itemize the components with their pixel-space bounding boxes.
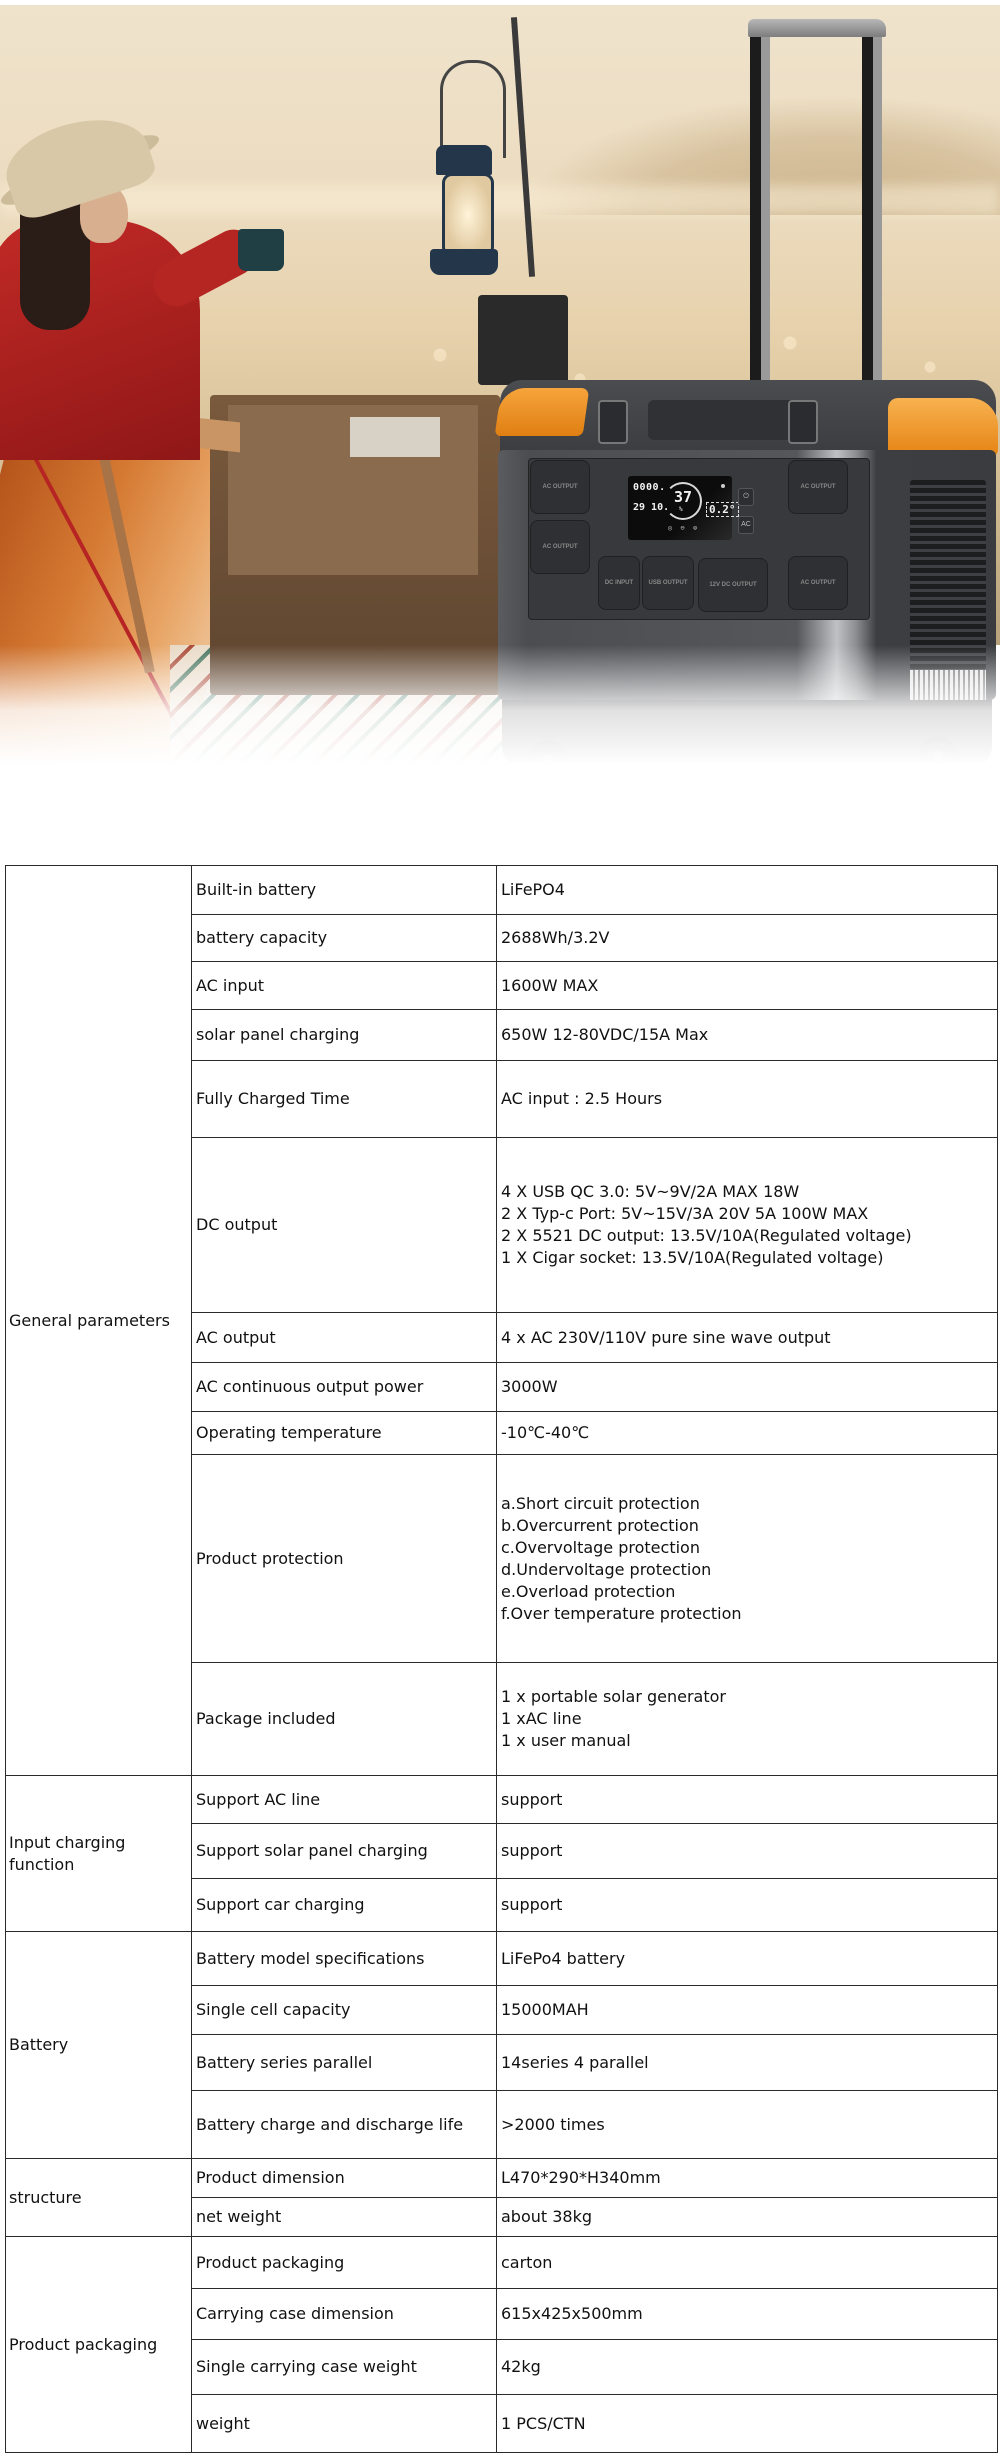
group-label: General parameters [6, 866, 192, 1776]
chair-label-patch [350, 417, 440, 457]
spec-label: Single cell capacity [192, 1986, 497, 2035]
spec-value-line: b.Overcurrent protection [501, 1515, 699, 1535]
spec-value [497, 2159, 998, 2198]
spec-value-line: LiFePo4 battery [501, 1948, 626, 1968]
spec-value-line: 15000MAH [501, 2000, 589, 2019]
spec-value [497, 1879, 998, 1932]
spec-value-line: 14series 4 parallel [501, 2052, 649, 2072]
spec-value-line: c.Overvoltage protection [501, 1537, 700, 1557]
spec-value-line: 2 X Typ-c Port: 5V~15V/3A 20V 5A 100W MAX [501, 1204, 869, 1223]
speaker-box [478, 295, 568, 385]
spec-value-line: 4 X USB QC 3.0: 5V~9V/2A MAX 18W [501, 1182, 800, 1201]
percent-sign: % [679, 506, 683, 513]
spec-value-line: 2 X 5521 DC output: 13.5V/10A(Regulated voltage) [501, 1226, 912, 1245]
spec-value [497, 1986, 998, 2035]
spec-value [497, 2198, 998, 2237]
spec-label: battery capacity [192, 915, 497, 962]
lid-handle [648, 400, 808, 440]
spec-label: Support car charging [192, 1879, 497, 1932]
table-row [6, 2237, 998, 2289]
spec-label: Support solar panel charging [192, 1824, 497, 1879]
spec-value-line: 1 X Cigar socket: 13.5V/10A(Regulated voltage) [501, 1248, 884, 1267]
spec-label: DC output [192, 1138, 497, 1313]
ac-outlet-cover: AC OUTPUT [788, 460, 848, 514]
wheel-icon [918, 736, 958, 776]
spec-label: Fully Charged Time [192, 1061, 497, 1138]
spec-value-line: 42kg [501, 2357, 541, 2376]
spec-value-line: support [501, 1789, 563, 1809]
lcd-temperature: 0.2° [706, 502, 739, 517]
spec-label: Product dimension [192, 2159, 497, 2198]
spec-value-line: a.Short circuit protection [501, 1493, 700, 1513]
orange-carry-handle-right [888, 398, 998, 456]
spec-value-line: 1 x portable solar generator [501, 1687, 726, 1706]
spec-value-line: e.Overload protection [501, 1581, 676, 1601]
spec-value-line: 3000W [501, 1377, 558, 1396]
lcd-output-watts: 0000. [633, 482, 666, 493]
ac-button: AC [738, 516, 754, 534]
spec-label: solar panel charging [192, 1010, 497, 1061]
spec-value [497, 2035, 998, 2091]
spec-label: weight [192, 2395, 497, 2453]
table-row [6, 1932, 998, 1986]
spec-value-line: 1 x user manual [501, 1731, 631, 1750]
spec-value [497, 2340, 998, 2395]
spec-value-line: 650W 12-80VDC/15A Max [501, 1025, 709, 1044]
spec-value-line: 615x425x500mm [501, 2304, 643, 2323]
spec-value-line: support [501, 1895, 563, 1914]
spec-value [497, 2237, 998, 2289]
table-row [6, 1776, 998, 1824]
wheel-icon [528, 740, 568, 780]
spec-value-line: AC input : 2.5 Hours [501, 1089, 663, 1108]
group-label: Battery [6, 1932, 192, 2159]
spec-value [497, 1776, 998, 1824]
spec-value [497, 2395, 998, 2453]
side-vent [910, 480, 986, 670]
spec-value-line: 1 xAC line [501, 1709, 582, 1728]
specifications-body [6, 866, 998, 2453]
spec-label: Support AC line [192, 1776, 497, 1824]
spec-value-line: L470*290*H340mm [501, 2168, 661, 2187]
lantern-glass [442, 173, 494, 257]
usb-output-cover: USB OUTPUT [642, 556, 694, 610]
power-station [498, 380, 998, 780]
trolley-handle-grip [748, 19, 886, 37]
dc-input-cover: DC INPUT [598, 556, 640, 610]
spec-value [497, 1010, 998, 1061]
lantern-icon [436, 145, 492, 175]
spec-label: Battery charge and discharge life [192, 2091, 497, 2159]
spec-label: Single carrying case weight [192, 2340, 497, 2395]
spec-value-line: 1 PCS/CTN [501, 2413, 586, 2433]
spec-value [497, 866, 998, 915]
spec-value [497, 962, 998, 1010]
spec-value-line: 2688Wh/3.2V [501, 928, 610, 947]
spec-label: net weight [192, 2198, 497, 2237]
spec-value-line: f.Over temperature protection [501, 1603, 742, 1623]
spec-value [497, 1412, 998, 1455]
spec-label: Package included [192, 1663, 497, 1776]
spec-label: Operating temperature [192, 1412, 497, 1455]
ac-outlet-cover: AC OUTPUT [530, 460, 590, 514]
lake-haze [0, 185, 1000, 215]
spec-label: Battery series parallel [192, 2035, 497, 2091]
spec-value [497, 1138, 998, 1313]
lid-clasp-right [788, 400, 818, 444]
spec-value-line: support [501, 1841, 563, 1860]
spec-value-line: 4 x AC 230V/110V pure sine wave output [501, 1327, 831, 1347]
spec-label: AC input [192, 962, 497, 1010]
spec-label: Built-in battery [192, 866, 497, 915]
spec-value-line: -10℃-40℃ [501, 1423, 590, 1442]
spec-label: Product protection [192, 1455, 497, 1663]
spec-value [497, 2091, 998, 2159]
group-label: Input charging function [6, 1776, 192, 1932]
lcd-input-watts: 29 10. [633, 502, 670, 513]
spec-value [497, 1061, 998, 1138]
indicator-dot-icon [721, 484, 725, 488]
mug [238, 229, 284, 271]
wheel-icon [816, 770, 856, 810]
spec-label: AC continuous output power [192, 1363, 497, 1412]
spec-value-line: d.Undervoltage protection [501, 1559, 712, 1579]
spec-value-line: LiFePO4 [501, 880, 565, 899]
ac-outlet-cover: AC OUTPUT [530, 520, 590, 574]
table-row [6, 866, 998, 915]
status-icons: ◎ ⊖ ⊜ [668, 524, 700, 532]
orange-corner-bumper-left [495, 388, 590, 436]
spec-label: Product packaging [192, 2237, 497, 2289]
dc-output-cover: 12V DC OUTPUT [698, 558, 768, 612]
lantern-base [430, 249, 498, 275]
specifications-table [5, 865, 998, 2453]
spec-value [497, 1663, 998, 1776]
spec-value [497, 1824, 998, 1879]
spec-label: Carrying case dimension [192, 2289, 497, 2340]
spec-value [497, 1363, 998, 1412]
power-button-icon: ⏻ [738, 488, 754, 506]
spec-label: AC output [192, 1313, 497, 1363]
spec-value [497, 1932, 998, 1986]
spec-value [497, 2289, 998, 2340]
spec-value-line: carton [501, 2252, 553, 2272]
hero-product-image [0, 5, 1000, 863]
spec-value [497, 1313, 998, 1363]
trolley-handle-left-rail [750, 25, 770, 405]
lcd-display [628, 476, 736, 540]
battery-percent: 37 [673, 488, 693, 506]
lantern-handle [440, 60, 506, 158]
ac-outlet-cover: AC OUTPUT [788, 556, 848, 610]
spec-value-line: >2000 times [501, 2114, 605, 2134]
group-label: Product packaging [6, 2237, 192, 2453]
spec-value [497, 1455, 998, 1663]
spec-value [497, 915, 998, 962]
trolley-handle-right-rail [862, 25, 882, 405]
spec-label: Battery model specifications [192, 1932, 497, 1986]
spec-value-line: about 38kg [501, 2207, 593, 2226]
table-row [6, 2159, 998, 2198]
spec-value-line: 1600W MAX [501, 975, 599, 995]
lid-clasp-left [598, 400, 628, 444]
group-label: structure [6, 2159, 192, 2237]
